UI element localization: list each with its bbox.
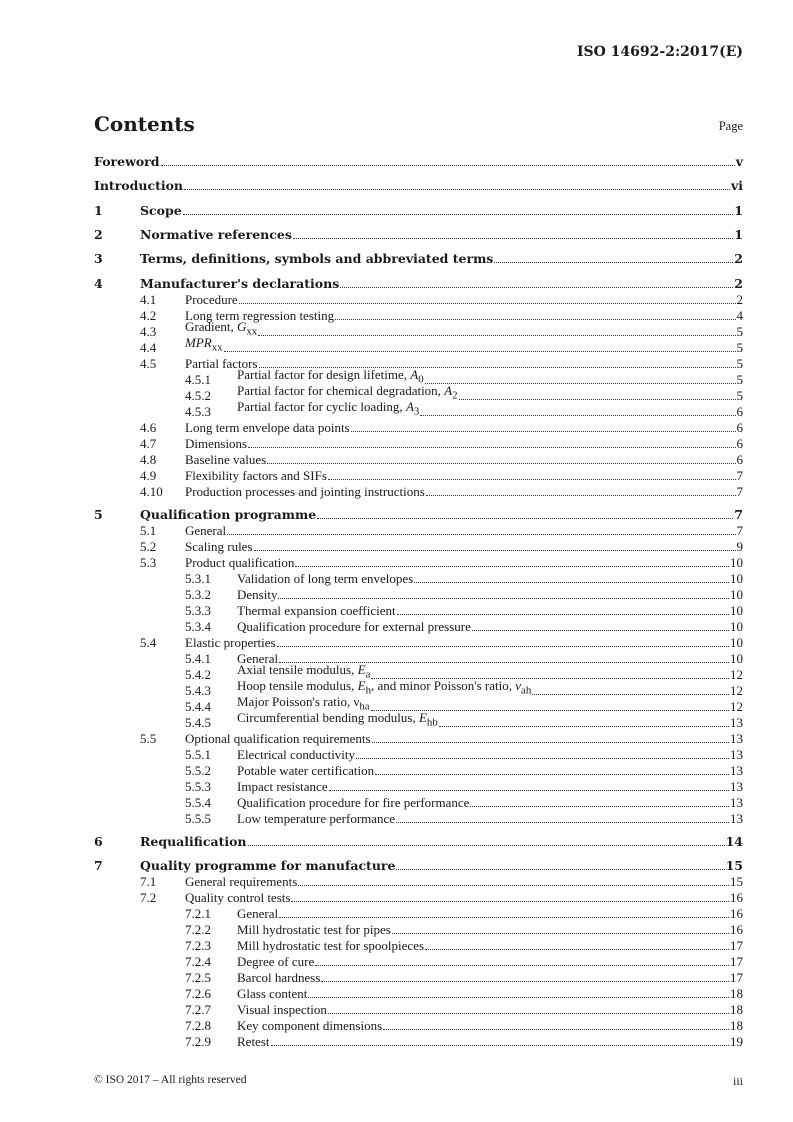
toc-entry-title: Degree of cure <box>237 953 315 969</box>
toc-entry-page: 7 <box>736 483 743 499</box>
toc-entry[interactable] <box>94 1002 743 1018</box>
toc-entry[interactable] <box>94 539 743 555</box>
toc-entry-number: 4.3 <box>140 323 157 339</box>
toc-entry-title: Partial factor for design lifetime, $A_0$ <box>237 366 424 386</box>
toc-dot-leader <box>329 790 729 791</box>
toc-entry-page: 10 <box>730 602 743 618</box>
toc-dot-leader <box>293 238 733 239</box>
toc-entry-page: 13 <box>730 730 743 746</box>
toc-dot-leader <box>372 742 729 743</box>
toc-entry-number: 5.5.3 <box>185 778 211 794</box>
toc-entry-number: 4.2 <box>140 307 157 323</box>
toc-dot-leader <box>308 997 729 998</box>
toc-entry-title: Glass content <box>237 985 308 1001</box>
toc-entry-page: 2 <box>736 291 743 307</box>
toc-entry-title: Requalification <box>140 833 247 849</box>
toc-entry[interactable] <box>94 507 743 523</box>
toc-entry[interactable] <box>94 834 743 850</box>
toc-entry-title: Electrical conductivity <box>237 746 356 762</box>
toc-entry-number: 4.1 <box>140 291 157 307</box>
page-column-label: Page <box>718 119 743 133</box>
toc-dot-leader <box>328 1013 729 1014</box>
copyright-notice: © ISO 2017 – All rights reserved <box>94 1074 247 1086</box>
toc-entry[interactable] <box>94 986 743 1002</box>
toc-entry-title: Partial factors <box>185 355 258 371</box>
toc-entry[interactable] <box>94 251 743 267</box>
toc-entry-number: 5.5.1 <box>185 746 211 762</box>
toc-entry-page: 10 <box>730 554 743 570</box>
toc-entry-number: 5.4.4 <box>185 698 211 714</box>
toc-dot-leader <box>315 965 729 966</box>
toc-entry[interactable] <box>94 635 743 651</box>
toc-entry[interactable] <box>94 1034 743 1050</box>
toc-entry[interactable] <box>94 651 743 667</box>
toc-entry-title: Mill hydrostatic test for pipes <box>237 921 391 937</box>
toc-entry-number: 5.1 <box>140 522 157 538</box>
toc-entry-number: 5.4.1 <box>185 650 211 666</box>
toc-dot-leader <box>414 582 729 583</box>
toc-entry-page: 2 <box>734 275 743 291</box>
toc-entry-title: Qualification procedure for fire performance <box>237 794 470 810</box>
toc-dot-leader <box>279 917 729 918</box>
toc-entry-title: Procedure <box>185 291 238 307</box>
toc-entry-page: 2 <box>734 251 743 267</box>
toc-entry-number: 4.9 <box>140 467 157 483</box>
toc-entry[interactable] <box>94 587 743 603</box>
toc-entry[interactable] <box>94 334 743 356</box>
toc-entry-page: 16 <box>730 921 743 937</box>
toc-entry-page: 9 <box>736 538 743 554</box>
toc-entry-number: 4.5.1 <box>185 371 211 387</box>
toc-dot-leader <box>298 885 729 886</box>
toc-entry-title: Scaling rules <box>185 538 253 554</box>
toc-entry-title: Gradient, $G_{xx}$ <box>185 318 258 338</box>
toc-entry[interactable] <box>94 452 743 468</box>
toc-entry-page: 18 <box>730 1001 743 1017</box>
toc-entry-page: 16 <box>730 889 743 905</box>
toc-entry-number: 4.6 <box>140 419 157 435</box>
toc-entry-title: Low temperature performance <box>237 810 396 826</box>
toc-entry-page: 7 <box>736 467 743 483</box>
toc-entry-title: Impact resistance <box>237 778 328 794</box>
toc-dot-leader <box>278 598 729 599</box>
page-number: iii <box>732 1074 743 1088</box>
toc-entry-page: 12 <box>730 682 743 698</box>
toc-entry-title: Retest <box>237 1033 270 1049</box>
toc-entry-title: Terms, definitions, symbols and abbreviated terms <box>140 251 494 267</box>
toc-entry-page: 12 <box>730 698 743 714</box>
toc-entry[interactable] <box>94 1018 743 1034</box>
toc-entry-number: 5.2 <box>140 538 157 554</box>
toc-dot-leader <box>356 758 729 759</box>
toc-entry[interactable] <box>94 571 743 587</box>
toc-entry-page: 10 <box>730 586 743 602</box>
toc-entry-number: 7.1 <box>140 873 157 889</box>
toc-dot-leader <box>224 351 736 352</box>
toc-entry-page: 14 <box>725 833 743 849</box>
toc-dot-leader <box>277 646 729 647</box>
toc-dot-leader <box>532 694 729 695</box>
toc-dot-leader <box>439 726 729 727</box>
toc-dot-leader <box>239 303 736 304</box>
toc-dot-leader <box>291 901 729 902</box>
toc-dot-leader <box>335 319 735 320</box>
toc-entry[interactable] <box>94 619 743 635</box>
toc-entry[interactable] <box>94 178 743 194</box>
toc-entry-number: 7.2.3 <box>185 937 211 953</box>
toc-entry-title: $MPR_{xx}$ <box>185 334 223 354</box>
toc-dot-leader <box>397 614 729 615</box>
toc-entry-page: 17 <box>730 937 743 953</box>
toc-dot-leader <box>295 566 729 567</box>
toc-entry[interactable] <box>94 420 743 436</box>
toc-entry[interactable] <box>94 906 743 922</box>
toc-entry-title: Dimensions <box>185 435 248 451</box>
toc-entry-title: Product qualification <box>185 554 295 570</box>
toc-entry-page: 13 <box>730 762 743 778</box>
toc-entry[interactable] <box>94 603 743 619</box>
toc-dot-leader <box>317 518 733 519</box>
toc-entry-number: 5.4 <box>140 634 157 650</box>
toc-entry[interactable] <box>94 874 743 890</box>
toc-entry[interactable] <box>94 677 743 699</box>
toc-entry-title: Introduction <box>94 178 184 194</box>
toc-entry-page: 10 <box>730 650 743 666</box>
standard-identifier: ISO 14692-2:2017(E) <box>576 44 743 60</box>
toc-entry-number: 4 <box>94 275 103 291</box>
toc-entry-title: Axial tensile modulus, $E_a$ <box>237 661 371 681</box>
toc-entry-page: 13 <box>730 778 743 794</box>
toc-entry-number: 7.2.2 <box>185 921 211 937</box>
toc-entry-title: Visual inspection <box>237 1001 327 1017</box>
toc-dot-leader <box>183 214 734 215</box>
toc-dot-leader <box>459 399 736 400</box>
toc-entry-title: Flexibility factors and SIFs <box>185 467 327 483</box>
toc-entry-number: 7.2 <box>140 889 157 905</box>
toc-entry[interactable] <box>94 731 743 747</box>
toc-entry-number: 4.7 <box>140 435 157 451</box>
toc-dot-leader <box>494 262 733 263</box>
toc-entry-page: 10 <box>730 634 743 650</box>
toc-entry[interactable] <box>94 811 743 827</box>
toc-entry[interactable] <box>94 468 743 484</box>
toc-entry-title: General <box>237 650 279 666</box>
toc-entry-number: 5.4.3 <box>185 682 211 698</box>
toc-entry-number: 5.5.4 <box>185 794 211 810</box>
toc-entry-number: 7.2.7 <box>185 1001 211 1017</box>
toc-entry-title: Mill hydrostatic test for spoolpieces <box>237 937 425 953</box>
toc-entry-title: General requirements <box>185 873 298 889</box>
toc-entry-title: Validation of long term envelopes <box>237 570 414 586</box>
toc-entry-number: 2 <box>94 226 103 242</box>
toc-entry[interactable] <box>94 938 743 954</box>
toc-dot-leader <box>328 479 736 480</box>
toc-entry-number: 5 <box>94 506 103 522</box>
toc-entry-page: v <box>735 154 743 169</box>
toc-entry-page: 4 <box>736 307 743 323</box>
toc-entry-page: 18 <box>730 1017 743 1033</box>
toc-entry-title: Thermal expansion coefficient <box>237 602 396 618</box>
toc-entry-number: 4.5.2 <box>185 387 211 403</box>
toc-entry-number: 5.3.4 <box>185 618 211 634</box>
toc-entry-title: General <box>185 522 227 538</box>
toc-entry[interactable] <box>94 970 743 986</box>
toc-entry-number: 5.5.2 <box>185 762 211 778</box>
toc-dot-leader <box>472 630 729 631</box>
toc-entry-page: 10 <box>730 618 743 634</box>
toc-entry[interactable] <box>94 227 743 243</box>
toc-entry[interactable] <box>94 763 743 779</box>
toc-entry-title: Manufacturer's declarations <box>140 275 340 291</box>
toc-entry-page: 5 <box>736 387 743 403</box>
toc-dot-leader <box>248 447 735 448</box>
toc-dot-leader <box>248 845 725 846</box>
toc-entry[interactable] <box>94 747 743 763</box>
toc-dot-leader <box>426 495 736 496</box>
toc-entry-number: 6 <box>94 833 103 849</box>
toc-entry-title: General <box>237 905 279 921</box>
toc-entry-title: Quality programme for manufacture <box>140 857 396 873</box>
toc-entry-title: Partial factor for cyclic loading, $A_3$ <box>237 398 420 418</box>
toc-dot-leader <box>396 822 729 823</box>
toc-entry-number: 5.4.2 <box>185 666 211 682</box>
toc-entry[interactable] <box>94 276 743 292</box>
toc-entry-title: Long term regression testing <box>185 307 335 323</box>
toc-entry[interactable] <box>94 890 743 906</box>
toc-entry-title: Major Poisson's ratio, $\nu_{ha}$ <box>237 693 370 713</box>
toc-entry-number: 4.4 <box>140 339 157 355</box>
toc-dot-leader <box>351 431 736 432</box>
toc-entry-page: 13 <box>730 714 743 730</box>
toc-entry-title: Qualification procedure for external pressure <box>237 618 471 634</box>
toc-entry-number: 7.2.6 <box>185 985 211 1001</box>
toc-entry-number: 5.3.1 <box>185 570 211 586</box>
toc-entry-page: 18 <box>730 985 743 1001</box>
toc-entry-number: 4.10 <box>140 483 163 499</box>
toc-entry[interactable] <box>94 484 743 500</box>
toc-entry[interactable] <box>94 154 743 170</box>
toc-entry-number: 5.4.5 <box>185 714 211 730</box>
toc-entry[interactable] <box>94 779 743 795</box>
toc-entry-title: Normative references <box>140 226 292 242</box>
toc-entry[interactable] <box>94 398 743 420</box>
toc-entry-page: 6 <box>736 435 743 451</box>
toc-dot-leader <box>383 1029 729 1030</box>
toc-entry-title: Baseline values <box>185 451 267 467</box>
toc-entry-page: 5 <box>736 323 743 339</box>
toc-dot-leader <box>271 1045 730 1046</box>
toc-dot-leader <box>254 550 736 551</box>
toc-entry[interactable] <box>94 203 743 219</box>
toc-dot-leader <box>161 165 735 166</box>
toc-entry-number: 5.5.5 <box>185 810 211 826</box>
toc-dot-leader <box>470 806 729 807</box>
toc-entry-page: 12 <box>730 666 743 682</box>
toc-dot-leader <box>392 933 729 934</box>
toc-entry-page: 7 <box>734 506 743 522</box>
toc-entry-number: 1 <box>94 202 103 218</box>
toc-entry[interactable] <box>94 555 743 571</box>
toc-entry-title: Production processes and jointing instructions <box>185 483 425 499</box>
toc-dot-leader <box>227 534 735 535</box>
toc-entry-title: Quality control tests <box>185 889 291 905</box>
toc-entry[interactable] <box>94 436 743 452</box>
toc-entry-page: 13 <box>730 794 743 810</box>
toc-entry-page: 5 <box>736 355 743 371</box>
toc-entry[interactable] <box>94 709 743 731</box>
toc-dot-leader <box>396 869 724 870</box>
toc-entry-page: vi <box>730 178 743 194</box>
toc-entry-page: 1 <box>734 202 743 218</box>
toc-dot-leader <box>425 949 729 950</box>
toc-entry-page: 15 <box>725 857 743 873</box>
toc-entry-number: 4.5.3 <box>185 403 211 419</box>
toc-dot-leader <box>258 335 735 336</box>
toc-entry-number: 7.2.8 <box>185 1017 211 1033</box>
toc-entry-page: 7 <box>736 522 743 538</box>
toc-entry-number: 5.3 <box>140 554 157 570</box>
toc-entry-page: 5 <box>736 339 743 355</box>
toc-dot-leader <box>340 287 733 288</box>
toc-entry-page: 13 <box>730 810 743 826</box>
toc-entry-number: 7.2.1 <box>185 905 211 921</box>
toc-entry-number: 4.5 <box>140 355 157 371</box>
toc-entry-page: 19 <box>730 1033 743 1049</box>
toc-entry-title: Potable water certification <box>237 762 375 778</box>
toc-entry-title: Partial factor for chemical degradation, $A_2$ <box>237 382 458 402</box>
toc-entry-title: Circumferential bending modulus, $E_{hb}$ <box>237 709 438 729</box>
toc-dot-leader <box>267 463 735 464</box>
toc-entry[interactable] <box>94 292 743 308</box>
toc-entry-title: Scope <box>140 202 182 218</box>
toc-entry-page: 10 <box>730 570 743 586</box>
toc-entry-page: 17 <box>730 953 743 969</box>
toc-entry-title: Qualification programme <box>140 506 317 522</box>
toc-entry[interactable] <box>94 795 743 811</box>
toc-dot-leader <box>321 981 729 982</box>
toc-entry-number: 5.3.3 <box>185 602 211 618</box>
toc-entry-number: 7.2.5 <box>185 969 211 985</box>
toc-entry-title: Key component dimensions <box>237 1017 383 1033</box>
toc-entry-number: 7 <box>94 857 103 873</box>
toc-entry-title: Barcol hardness <box>237 969 321 985</box>
toc-entry[interactable] <box>94 954 743 970</box>
toc-entry-page: 6 <box>736 451 743 467</box>
toc-entry-title: Optional qualification requirements <box>185 730 371 746</box>
toc-dot-leader <box>420 415 735 416</box>
toc-entry[interactable] <box>94 523 743 539</box>
toc-entry-number: 7.2.4 <box>185 953 211 969</box>
toc-entry-page: 17 <box>730 969 743 985</box>
toc-entry-number: 5.3.2 <box>185 586 211 602</box>
toc-entry-page: 5 <box>736 371 743 387</box>
toc-entry-number: 5.5 <box>140 730 157 746</box>
toc-dot-leader <box>425 383 736 384</box>
page-title: Contents <box>94 112 195 136</box>
toc-entry-number: 7.2.9 <box>185 1033 211 1049</box>
toc-dot-leader <box>375 774 729 775</box>
toc-dot-leader <box>184 189 730 190</box>
toc-entry-title: Long term envelope data points <box>185 419 350 435</box>
toc-entry-page: 13 <box>730 746 743 762</box>
toc-entry-title: Foreword <box>94 154 160 169</box>
toc-entry-page: 15 <box>730 873 743 889</box>
toc-entry-title: Density <box>237 586 278 602</box>
toc-entry-page: 6 <box>736 403 743 419</box>
toc-entry-title: Elastic properties <box>185 634 276 650</box>
toc-entry-title: Hoop tensile modulus, $E_h$, and minor Poisson's ratio, $\nu_{ah}$ <box>237 677 532 697</box>
toc-entry-number: 4.8 <box>140 451 157 467</box>
toc-entry-page: 1 <box>734 226 743 242</box>
toc-entry[interactable] <box>94 858 743 874</box>
toc-entry[interactable] <box>94 922 743 938</box>
toc-entry-number: 3 <box>94 251 103 267</box>
toc-entry-page: 6 <box>736 419 743 435</box>
toc-entry-page: 16 <box>730 905 743 921</box>
